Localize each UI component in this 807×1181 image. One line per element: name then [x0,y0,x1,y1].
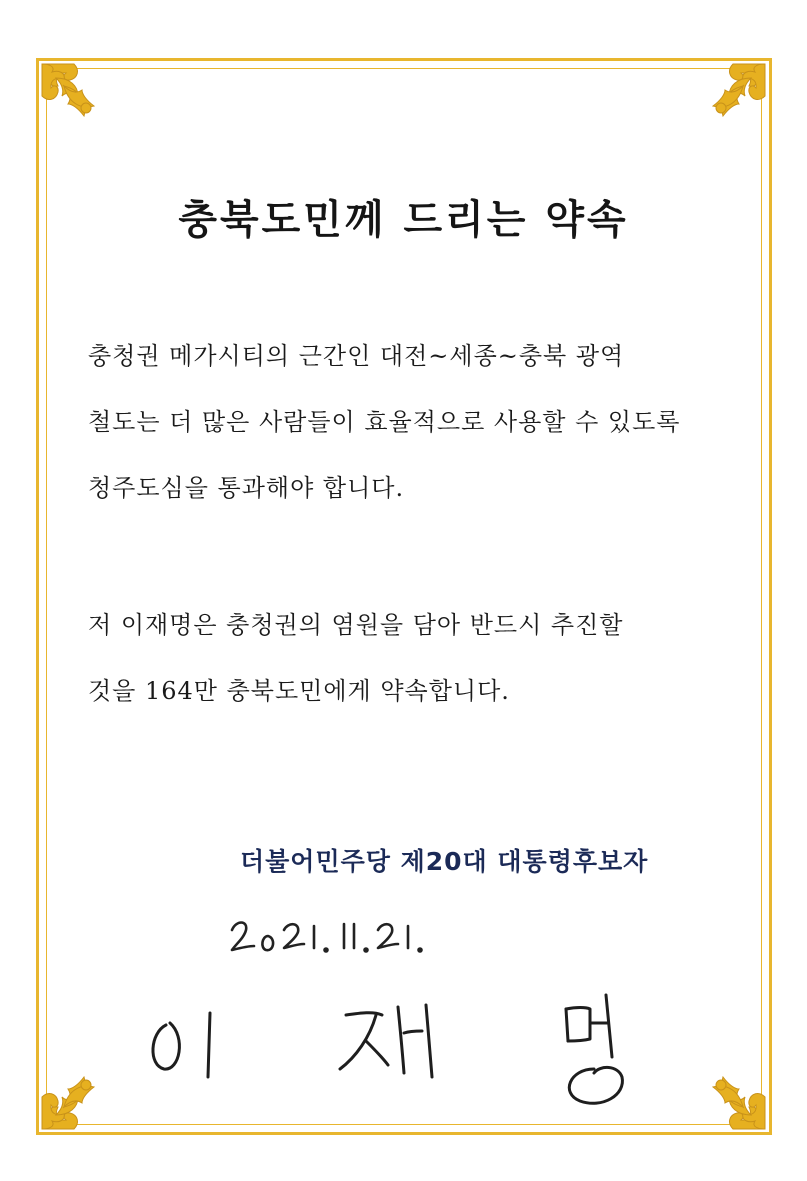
paragraph-1 [88,323,738,521]
document-title: 충북도민께 드리는 약속 [178,197,629,243]
paragraph-2 [88,592,738,724]
corner-ornament-icon [34,1045,126,1137]
handwritten-date [228,908,458,968]
corner-ornament-icon [681,1045,773,1137]
corner-ornament-icon [34,56,126,148]
paragraph-line: 철도는 더 많은 사람들이 효율적으로 사용할 수 있도록 [88,408,681,436]
paragraph-line: 저 이재명은 충청권의 염원을 담아 반드시 추진할 [88,611,624,639]
paragraph-line: 것을 164만 충북도민에게 약속합니다. [88,677,510,705]
corner-ornament-icon [681,56,773,148]
sender-line: 더불어민주당 제20대 대통령후보자 [240,847,649,876]
paragraph-line: 충청권 메가시티의 근간인 대전~세종~충북 광역 [88,342,625,370]
handwritten-signature [130,985,670,1125]
paragraph-line: 청주도심을 통과해야 합니다. [88,474,405,502]
